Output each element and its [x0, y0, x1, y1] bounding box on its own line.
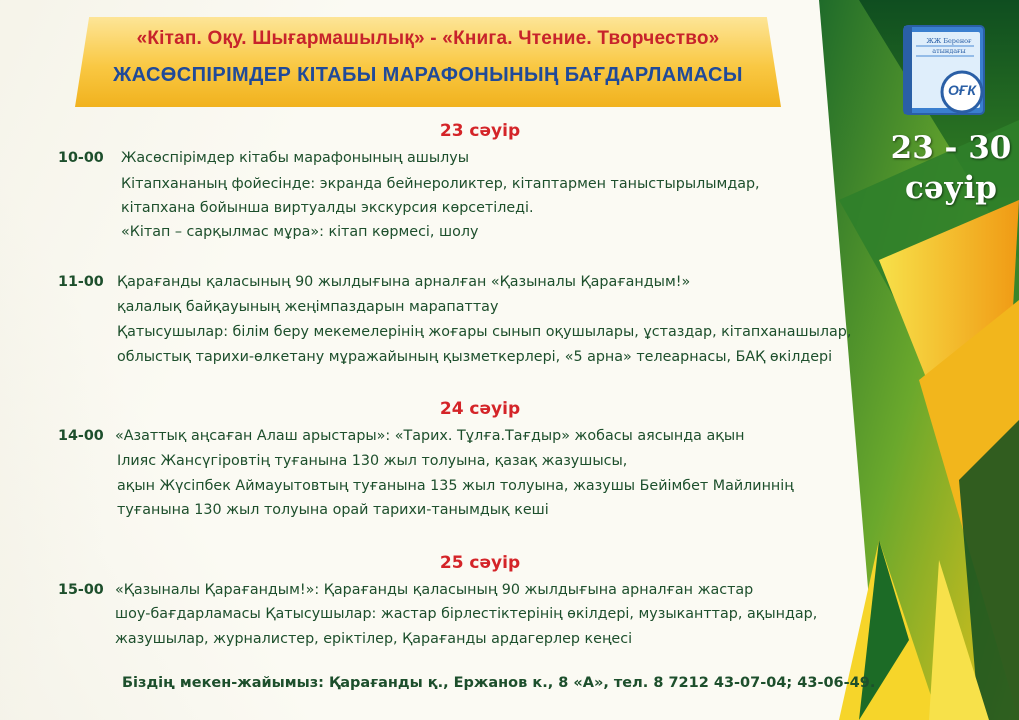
day1-heading: 23 сәуір: [439, 121, 521, 141]
day1-line2-4: облыстық тарихи-өлкетану мұражайының қызметкерлері, «5 арна» телеарнасы, БАҚ өкілдері: [117, 349, 833, 365]
day1-line-1: Жасөспірімдер кітабы марафонының ашылуы: [121, 150, 470, 166]
day2-time: 14-00: [58, 428, 104, 444]
day1-line-3: кітапхана бойынша виртуалды экскурсия көрсетіледі.: [121, 200, 534, 216]
day3-time: 15-00: [58, 582, 104, 598]
day2-line-1: «Азаттық аңсаған Алаш арыстары»: «Тарих. Тұлға.Тағдыр» жобасы аясында ақын: [115, 428, 745, 444]
date-range: 23 - 30: [890, 130, 1012, 166]
day3-heading: 25 сәуір: [439, 553, 521, 573]
footer-address: Біздің мекен-жайымыз: Қарағанды қ., Ержанов к., 8 «А», тел. 8 7212 43-07-04; 43-06-49.: [122, 675, 876, 691]
day1-line2-3: Қатысушылар: білім беру мекемелерінің жоғары сынып оқушылары, ұстаздар, кітапханашылар,: [117, 324, 852, 340]
banner-title-line1: «Кітап. Оқу. Шығармашылық» - «Книга. Чтение. Творчество»: [136, 28, 720, 49]
day1-time: 10-00: [58, 150, 104, 166]
day2-line-2: Ілияс Жансүгіровтің туғанына 130 жыл толуына, қазақ жазушысы,: [117, 453, 628, 469]
day1-line-2: Кітапхананың фойесінде: экранда бейнероликтер, кітаптармен таныстырылымдар,: [121, 176, 760, 192]
day2-heading: 24 сәуір: [439, 399, 521, 419]
day2-line-3: ақын Жүсіпбек Аймауытовтың туғанына 135 жыл толуына, жазушы Бейімбет Майлиннің: [117, 478, 794, 494]
date-range-block: [886, 128, 1016, 208]
day3-line-1: «Қазыналы Қарағандым!»: Қарағанды қаласының 90 жылдығына арналған жастар: [115, 582, 754, 598]
day2-line-4: туғанына 130 жыл толуына орай тарихи-танымдық кеші: [117, 502, 549, 518]
day3-line-3: жазушылар, журналистер, еріктілер, Қарағанды ардагерлер кеңесі: [115, 631, 633, 647]
day1-line2-2: қалалық байқауының жеңімпаздарын марапаттау: [117, 299, 499, 315]
day1-line-4: «Кітап – сарқылмас мұра»: кітап көрмесі, шолу: [121, 224, 479, 240]
day1-time2: 11-00: [58, 274, 104, 290]
date-month: сәуір: [905, 170, 997, 206]
day3-line-2: шоу-бағдарламасы Қатысушылар: жастар бірлестіктерінің өкілдері, музыканттар, ақындар,: [115, 606, 818, 622]
logo-letters: ОҒК: [947, 82, 977, 98]
book-caption: ЖЖ Береноғ атындағы: [926, 37, 972, 55]
day1-line2-1: Қарағанды қаласының 90 жылдығына арналған «Қазыналы Қарағандым!»: [117, 274, 691, 290]
banner-title-line2: ЖАСӨСПІРІМДЕР КІТАБЫ МАРАФОНЫНЫҢ БАҒДАРЛАМАСЫ: [113, 64, 743, 86]
